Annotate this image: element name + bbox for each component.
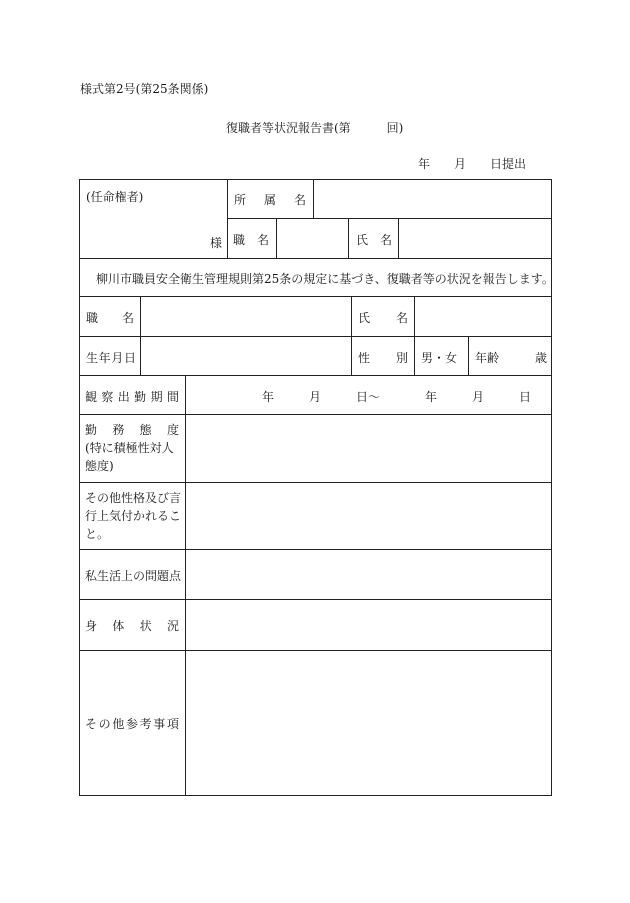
age-label: 年齢 <box>475 351 500 365</box>
period-month-end: 月 <box>472 390 485 404</box>
work-attitude-label: 勤 務 態 度 (特に積極性対人 態度) <box>85 423 179 473</box>
affiliation-field[interactable] <box>314 180 551 218</box>
date-day-submit: 日提出 <box>490 157 527 171</box>
date-month: 月 <box>454 157 467 171</box>
statement-text: 柳川市職員安全衛生管理規則第25条の規定に基づき、復職者等の状況を報告します。 <box>96 272 554 286</box>
other-reference-label: そ の 他 参 考 事 項 <box>85 717 179 731</box>
private-life-label: 私生活上の問題点 <box>85 569 182 583</box>
other-traits-label: その他性格及び言 行上気付かれるこ と。 <box>85 491 182 541</box>
job-field[interactable] <box>141 297 351 336</box>
age-unit: 歳 <box>535 351 548 365</box>
other-reference-field[interactable] <box>186 651 551 795</box>
top-job-field[interactable] <box>277 219 348 258</box>
observation-period-label: 観 察 出 勤 期 間 <box>85 390 179 404</box>
sex-options[interactable]: 男・女 <box>421 351 458 365</box>
date-year: 年 <box>418 157 431 171</box>
period-year-end: 年 <box>425 390 438 404</box>
period-day-end: 日 <box>519 390 532 404</box>
authority-label: (任命権者) <box>86 190 144 204</box>
top-name-label: 氏 名 <box>356 233 392 247</box>
other-traits-field[interactable] <box>186 483 551 549</box>
submit-date <box>418 155 526 172</box>
top-job-label: 職 名 <box>233 233 269 247</box>
physical-condition-label: 身 体 状 況 <box>85 619 179 633</box>
period-day-start: 日〜 <box>356 390 381 404</box>
birthdate-field[interactable] <box>141 337 351 375</box>
work-attitude-field[interactable] <box>186 415 551 482</box>
birthdate-label: 生 年 月 日 <box>86 351 136 365</box>
name-label: 氏 名 <box>358 311 408 325</box>
physical-condition-field[interactable] <box>186 600 551 650</box>
top-name-field[interactable] <box>399 219 551 258</box>
period-month-start: 月 <box>309 390 322 404</box>
private-life-field[interactable] <box>186 550 551 599</box>
affiliation-label: 所 属 名 <box>234 193 306 207</box>
page-title: 復職者等状況報告書(第 回) <box>226 121 404 135</box>
form-number: 様式第2号(第25条関係) <box>80 82 209 96</box>
period-year-start: 年 <box>262 390 275 404</box>
sama-label: 様 <box>210 236 223 250</box>
name-field[interactable] <box>415 297 551 336</box>
sex-label: 性 別 <box>358 351 408 365</box>
job-label: 職 名 <box>86 311 134 325</box>
